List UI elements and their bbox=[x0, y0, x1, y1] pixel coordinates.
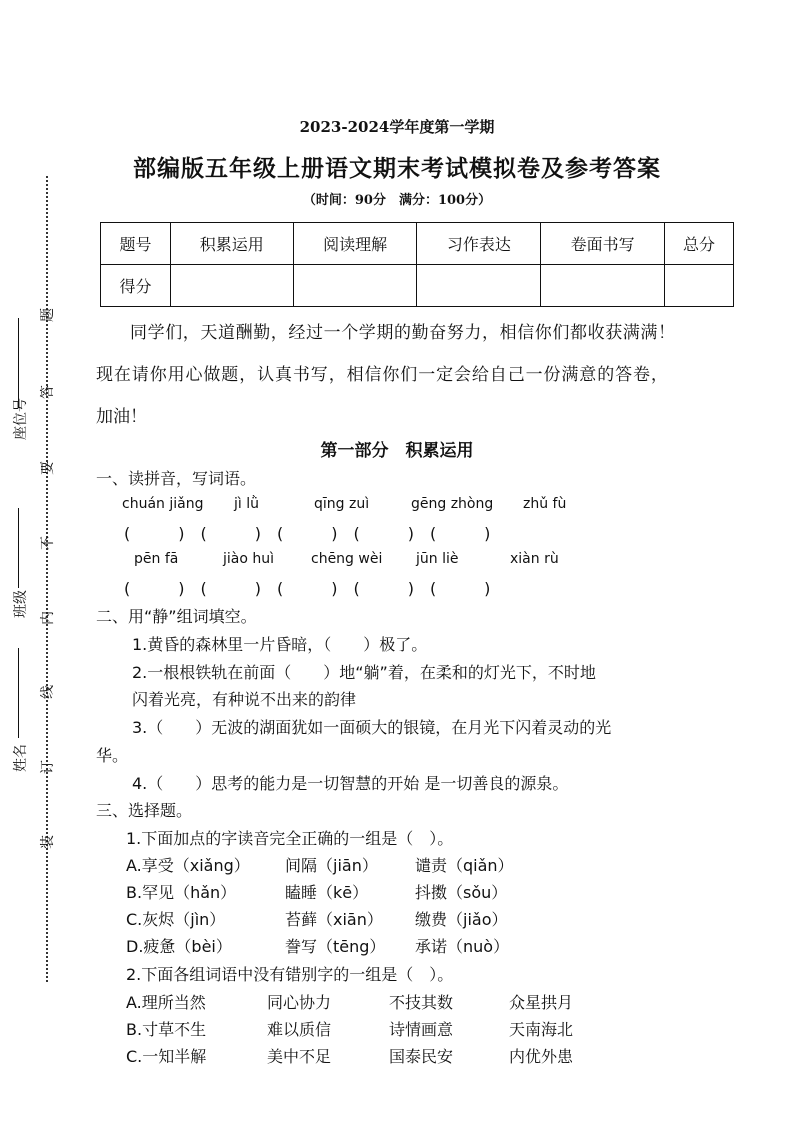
option-word: 内优外患 bbox=[509, 1047, 574, 1066]
option-word: 瞌睡（kē） bbox=[285, 883, 369, 902]
margin-char: 答 bbox=[40, 385, 56, 399]
score-cell[interactable] bbox=[293, 265, 417, 307]
class-label: 班级 bbox=[13, 590, 29, 618]
table-header-cell: 总分 bbox=[665, 223, 734, 265]
answer-blanks[interactable]: ( ) ( ) ( ) ( ) ( ) bbox=[124, 579, 491, 598]
margin-char: 装 bbox=[40, 835, 56, 849]
question-item: 华。 bbox=[96, 746, 129, 765]
exam-title: 部编版五年级上册语文期末考试模拟卷及参考答案 bbox=[133, 155, 661, 182]
score-table bbox=[100, 222, 734, 307]
pinyin: pēn fā bbox=[134, 551, 179, 567]
option-word: 难以质信 bbox=[267, 1020, 332, 1039]
question-stem: 2.下面各组词语中没有错别字的一组是（ ）。 bbox=[126, 965, 454, 984]
option-word: 缴费（jiǎo） bbox=[415, 910, 508, 929]
table-header-cell: 卷面书写 bbox=[541, 223, 665, 265]
intro-line: 现在请你用心做题，认真书写，相信你们一定会给自己一份满意的答卷， bbox=[96, 365, 669, 385]
question-item: 3.（ ）无波的湖面犹如一面硕大的银镜，在月光下闪着灵动的光 bbox=[132, 718, 612, 737]
option-word: 诗情画意 bbox=[389, 1020, 454, 1039]
pinyin: gēng zhòng bbox=[411, 496, 494, 512]
seat-label: 座位号 bbox=[13, 398, 29, 440]
score-table-score-row bbox=[101, 265, 734, 307]
class-blank bbox=[18, 508, 19, 588]
option-c[interactable]: C.一知半解 bbox=[126, 1047, 207, 1066]
option-b[interactable]: B.罕见（hǎn） bbox=[126, 883, 237, 902]
table-header-cell: 题号 bbox=[101, 223, 171, 265]
margin-char: 不 bbox=[40, 536, 56, 550]
option-d[interactable]: D.疲惫（bèi） bbox=[126, 937, 232, 956]
score-cell[interactable] bbox=[170, 265, 293, 307]
section-title: 第一部分 积累运用 bbox=[320, 441, 474, 461]
pinyin: xiàn rù bbox=[510, 551, 559, 567]
option-c[interactable]: C.灰烬（jìn） bbox=[126, 910, 226, 929]
pinyin: jiào huì bbox=[223, 551, 275, 567]
option-a[interactable]: A.理所当然 bbox=[126, 993, 206, 1012]
question-stem: 1.下面加点的字读音完全正确的一组是（ ）。 bbox=[126, 829, 454, 848]
option-word: 抖擞（sǒu） bbox=[415, 883, 508, 902]
option-word: 誊写（tēng） bbox=[285, 937, 386, 956]
option-word: 间隔（jiān） bbox=[285, 856, 378, 875]
question-item: 2.一根根铁轨在前面（ ）地“躺”着，在柔和的灯光下，不时地 bbox=[132, 663, 596, 682]
answer-blanks[interactable]: ( ) ( ) ( ) ( ) ( ) bbox=[124, 524, 491, 543]
pinyin: jì lǜ bbox=[234, 496, 259, 512]
seat-blank bbox=[18, 318, 19, 408]
question-title: 一、读拼音，写词语。 bbox=[96, 469, 257, 488]
pinyin: zhǔ fù bbox=[523, 496, 567, 512]
question-item: 闪着光亮，有种说不出来的韵律 bbox=[132, 690, 357, 709]
option-word: 美中不足 bbox=[267, 1047, 332, 1066]
pinyin: jūn liè bbox=[416, 551, 459, 567]
binding-dotted-line bbox=[46, 176, 48, 982]
question-title: 二、用“静”组词填空。 bbox=[96, 607, 257, 626]
option-word: 国泰民安 bbox=[389, 1047, 454, 1066]
table-header-cell: 积累运用 bbox=[170, 223, 293, 265]
intro-line: 同学们，天道酬勤，经过一个学期的勤奋努力，相信你们都收获满满！ bbox=[130, 323, 676, 343]
margin-char: 题 bbox=[40, 308, 56, 322]
option-a[interactable]: A.享受（xiǎng） bbox=[126, 856, 250, 875]
pinyin: chēng wèi bbox=[311, 551, 383, 567]
margin-char: 订 bbox=[40, 760, 56, 774]
option-b[interactable]: B.寸草不生 bbox=[126, 1020, 207, 1039]
option-word: 苔藓（xiān） bbox=[285, 910, 383, 929]
score-cell[interactable] bbox=[417, 265, 541, 307]
score-cell[interactable] bbox=[541, 265, 665, 307]
margin-char: 线 bbox=[40, 685, 56, 699]
option-word: 承诺（nuò） bbox=[415, 937, 510, 956]
margin-char: 内 bbox=[40, 611, 56, 625]
question-item: 1.黄昏的森林里一片昏暗，（ ）极了。 bbox=[132, 635, 428, 654]
table-header-cell: 习作表达 bbox=[417, 223, 541, 265]
score-cell[interactable] bbox=[665, 265, 734, 307]
name-blank bbox=[18, 648, 19, 738]
option-word: 天南海北 bbox=[509, 1020, 574, 1039]
score-row-label: 得分 bbox=[101, 265, 171, 307]
question-title: 三、选择题。 bbox=[96, 801, 193, 820]
intro-line: 加油！ bbox=[96, 407, 147, 427]
pinyin: chuán jiǎng bbox=[122, 496, 204, 512]
option-word: 同心协力 bbox=[267, 993, 332, 1012]
margin-char: 要 bbox=[40, 461, 56, 475]
time-score-info: （时间：90分 满分：100分） bbox=[302, 193, 492, 208]
exam-term: 2023-2024学年度第一学期 bbox=[299, 118, 495, 136]
name-label: 姓名 bbox=[13, 744, 29, 772]
table-header-cell: 阅读理解 bbox=[293, 223, 417, 265]
pinyin: qīng zuì bbox=[314, 496, 370, 512]
option-word: 谴责（qiǎn） bbox=[415, 856, 514, 875]
option-word: 不技其数 bbox=[389, 993, 454, 1012]
question-item: 4.（ ）思考的能力是一切智慧的开始 是一切善良的源泉。 bbox=[132, 774, 569, 793]
option-word: 众星拱月 bbox=[509, 993, 574, 1012]
score-table-header-row bbox=[101, 223, 734, 265]
